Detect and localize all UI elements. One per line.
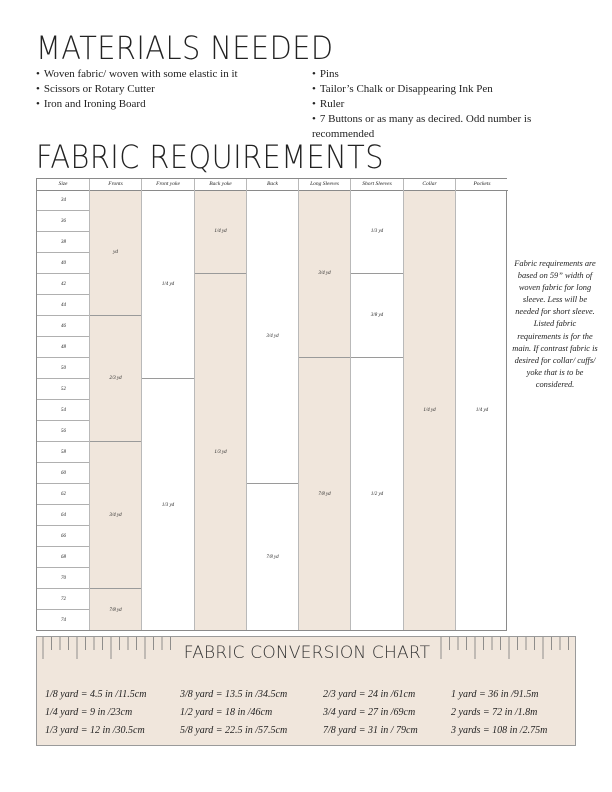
column-header: Fronts bbox=[90, 179, 141, 191]
list-item: • Woven fabric/ woven with some elastic in it bbox=[36, 67, 306, 82]
requirement-cell: 1/4 yd bbox=[195, 190, 246, 274]
requirement-cell: 3/4 yd bbox=[90, 442, 141, 589]
fabric-requirements-title: FABRIC REQUIREMENTS bbox=[36, 138, 384, 176]
conversion-item: 1 yard = 36 in /91.5m bbox=[451, 689, 539, 700]
table-column bbox=[142, 179, 195, 630]
requirement-cell: 3/4 yd bbox=[299, 190, 350, 358]
size-cell: 42 bbox=[37, 274, 89, 295]
requirement-cell: 1/3 yd bbox=[161, 502, 175, 508]
requirement-cell: yd bbox=[90, 190, 141, 316]
fabric-requirements-table bbox=[36, 178, 507, 631]
size-cell: 58 bbox=[37, 442, 89, 463]
size-cell: 68 bbox=[37, 547, 89, 568]
conversion-item: 3/4 yard = 27 in /69cm bbox=[323, 707, 416, 718]
fabric-note: Fabric requirements are based on 59” width of woven fabric for long sleeve. Less will be needed for short sleeve. Listed fabric requirements is for the main. If contrast fabric is desired for collar/ cuffs/ yoke that is to be considered. bbox=[512, 259, 598, 389]
size-cell: 52 bbox=[37, 379, 89, 400]
size-cell: 62 bbox=[37, 484, 89, 505]
requirement-cell: 1/4 yd bbox=[475, 408, 489, 413]
size-cell: 70 bbox=[37, 568, 89, 589]
size-cell: 48 bbox=[37, 337, 89, 358]
list-item: • 7 Buttons or as many as decired. Odd number is recommended bbox=[312, 112, 572, 142]
column-header: Collar bbox=[404, 179, 455, 191]
conversion-item: 1/4 yard = 9 in /23cm bbox=[45, 707, 133, 718]
table-column bbox=[247, 179, 299, 630]
size-cell: 36 bbox=[37, 211, 89, 232]
requirement-cell: 7/8 yd bbox=[318, 492, 331, 497]
column-header: Back yoke bbox=[195, 179, 246, 191]
size-cell: 40 bbox=[37, 253, 89, 274]
column-header: Size bbox=[37, 179, 89, 191]
size-cell: 74 bbox=[61, 618, 66, 623]
conversion-item: 2 yards = 72 in /1.8m bbox=[451, 707, 538, 718]
conversion-item: 5/8 yard = 22.5 in /57.5cm bbox=[180, 725, 288, 736]
materials-title: MATERIALS NEEDED bbox=[36, 29, 334, 67]
size-cell: 34 bbox=[37, 190, 89, 211]
requirement-cell: 3/4 yd bbox=[247, 190, 298, 484]
table-column bbox=[299, 179, 351, 630]
conversion-item: 1/8 yard = 4.5 in /11.5cm bbox=[45, 689, 147, 700]
conversion-item: 7/8 yard = 31 in / 79cm bbox=[323, 725, 418, 736]
table-column bbox=[90, 179, 142, 630]
size-cell: 56 bbox=[37, 421, 89, 442]
column-header: Front yoke bbox=[142, 179, 194, 191]
size-cell: 38 bbox=[37, 232, 89, 253]
size-cell: 44 bbox=[37, 295, 89, 316]
column-header: Long Sleeves bbox=[299, 179, 350, 191]
conversion-item: 1/2 yard = 18 in /46cm bbox=[180, 707, 273, 718]
conversion-item: 3 yards = 108 in /2.75m bbox=[451, 725, 548, 736]
list-item: • Pins bbox=[312, 67, 572, 82]
size-column bbox=[37, 179, 90, 630]
requirement-cell: 1/4 yd bbox=[142, 190, 194, 379]
size-cell: 46 bbox=[37, 316, 89, 337]
size-cell: 54 bbox=[37, 400, 89, 421]
conversion-title: FABRIC CONVERSION CHART bbox=[183, 643, 431, 663]
requirement-cell: 3/8 yd bbox=[351, 274, 403, 358]
materials-list-left bbox=[36, 67, 306, 112]
column-header: Back bbox=[247, 179, 298, 191]
conversion-item: 3/8 yard = 13.5 in /34.5cm bbox=[180, 689, 288, 700]
table-column bbox=[351, 179, 404, 630]
requirement-cell: 7/8 yd bbox=[109, 607, 122, 613]
size-cell: 50 bbox=[37, 358, 89, 379]
size-cell: 64 bbox=[37, 505, 89, 526]
list-item: • Tailor’s Chalk or Disappearing Ink Pen bbox=[312, 82, 572, 97]
list-item: • Scissors or Rotary Cutter bbox=[36, 82, 306, 97]
requirement-cell: 1/3 yd bbox=[351, 190, 403, 274]
table-column bbox=[404, 179, 456, 630]
size-cell: 60 bbox=[37, 463, 89, 484]
conversion-item: 1/3 yard = 12 in /30.5cm bbox=[45, 725, 145, 736]
size-cell: 66 bbox=[37, 526, 89, 547]
requirement-cell: 1/3 yd bbox=[214, 450, 227, 455]
column-header: Short Sleeves bbox=[351, 179, 403, 191]
requirement-cell: 1/2 yd bbox=[370, 492, 384, 497]
conversion-chart bbox=[36, 636, 576, 746]
conversion-item: 2/3 yard = 24 in /61cm bbox=[323, 689, 416, 700]
table-column bbox=[195, 179, 247, 630]
requirement-cell: 7/8 yd bbox=[266, 555, 279, 560]
requirement-cell: 2/3 yd bbox=[90, 316, 141, 442]
list-item: • Iron and Ironing Board bbox=[36, 97, 306, 112]
requirement-cell: 1/4 yd bbox=[423, 408, 436, 413]
column-header: Pockets bbox=[456, 179, 508, 191]
materials-list-right bbox=[312, 67, 572, 142]
size-cell: 72 bbox=[37, 589, 89, 610]
table-column bbox=[456, 179, 508, 630]
list-item: • Ruler bbox=[312, 97, 572, 112]
